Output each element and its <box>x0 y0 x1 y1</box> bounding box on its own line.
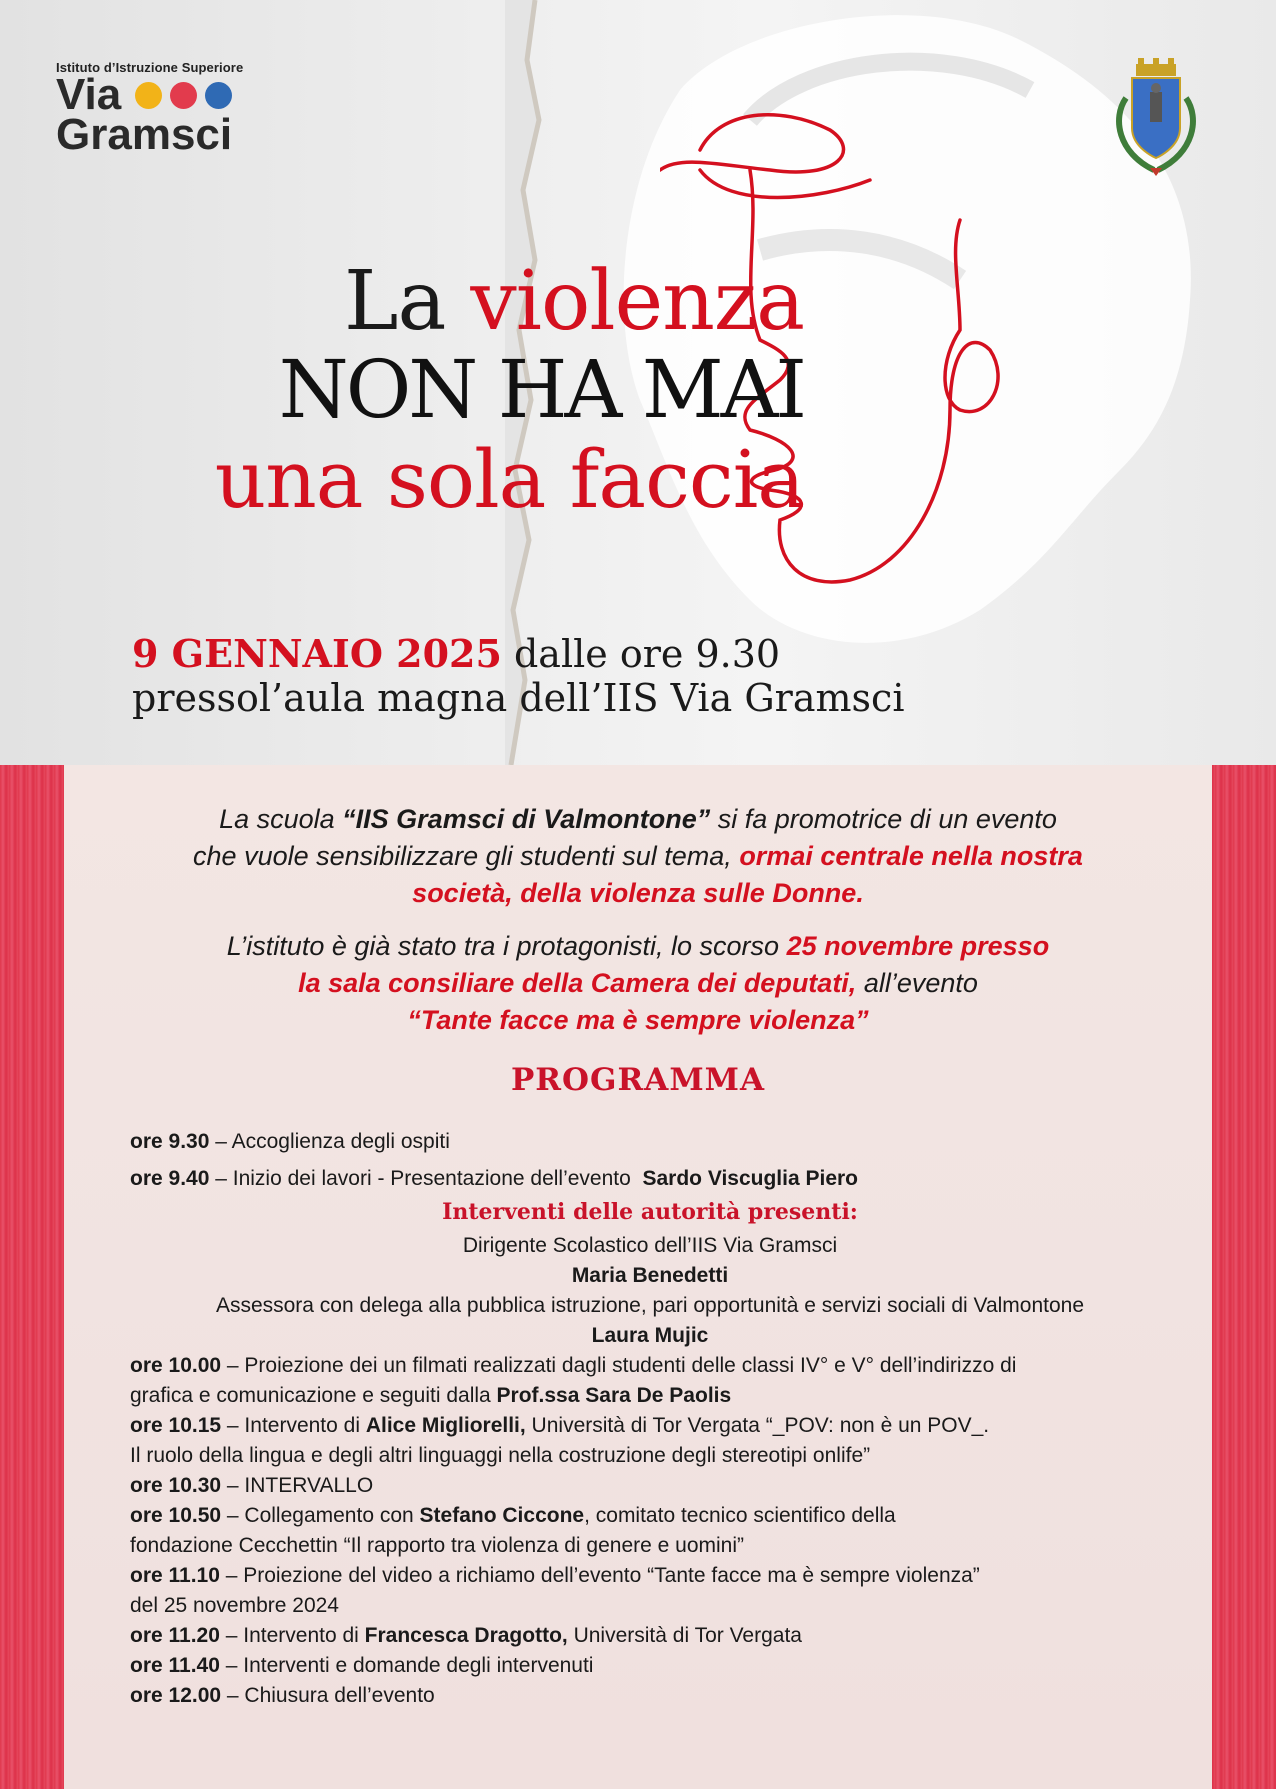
logo-gramsci: Gramsci <box>56 110 233 159</box>
logo-dot-blue <box>205 82 232 109</box>
program-desc: Il ruolo della lingua e degli altri linguaggi nella costruzione degli stereotipi onlife” <box>130 1444 871 1467</box>
intro-highlight: ormai centrale nella nostra <box>739 841 1083 871</box>
authority-name: Laura Mujic <box>591 1324 709 1347</box>
title-line-3: una sola faccia <box>214 433 804 526</box>
intro-paragraph-1 <box>64 801 1212 912</box>
program-desc: grafica e comunicazione e seguiti dalla <box>130 1384 497 1407</box>
intro-highlight: la sala consiliare della Camera dei deputati, <box>298 968 857 998</box>
program-desc: – Intervento di <box>221 1414 366 1437</box>
logo-dot-yellow <box>135 82 162 109</box>
intro-paragraph-2 <box>64 928 1212 1039</box>
program-item <box>130 1471 1170 1501</box>
program-desc: – Inizio dei lavori - Presentazione dell’evento <box>209 1167 643 1190</box>
program-desc: – Chiusura dell’evento <box>221 1684 435 1707</box>
program-time: ore 11.40 <box>130 1654 220 1677</box>
title-line-2: NON HA MAI <box>278 343 804 436</box>
speaker-name: Stefano Ciccone <box>419 1504 585 1527</box>
speaker-name: Sardo Viscuglia Piero <box>642 1167 858 1190</box>
authority-role: Assessora con delega alla pubblica istruzione, pari opportunità e servizi sociali di Valmontone <box>215 1294 1085 1317</box>
program-time: ore 9.40 <box>130 1167 210 1190</box>
program-time: ore 10.30 <box>130 1474 222 1497</box>
program-item <box>130 1164 1170 1194</box>
program-panel <box>64 765 1212 1789</box>
program-item <box>130 1561 1170 1621</box>
program-time: ore 10.00 <box>130 1354 222 1377</box>
program-item <box>130 1651 1170 1681</box>
intro-text-run: La scuola <box>219 804 343 834</box>
program-item <box>130 1621 1170 1651</box>
intro-text-run: L’istituto è già stato tra i protagonisti, lo scorso <box>226 931 787 961</box>
program-desc: Università di Tor Vergata <box>567 1624 802 1647</box>
event-time: dalle ore 9.30 <box>501 632 781 676</box>
program-time: ore 9.30 <box>130 1130 210 1153</box>
program-desc: – Collegamento con <box>221 1504 420 1527</box>
authorities-heading: Interventi delle autorità presenti: <box>442 1199 858 1225</box>
intro-text-run: si fa promotrice di un evento <box>710 804 1057 834</box>
program-list <box>130 1127 1170 1711</box>
logo-subtitle: Istituto d’Istruzione Superiore <box>56 60 244 75</box>
event-date: 9 GENNAIO 2025 <box>132 631 502 676</box>
program-item <box>130 1351 1170 1411</box>
title-violenza: violenza <box>470 254 804 349</box>
program-time: ore 11.20 <box>130 1624 220 1647</box>
program-item <box>130 1127 1170 1157</box>
program-desc: – Proiezione dei un filmati realizzati dagli studenti delle classi IV° e V° dell’indirizzo di <box>221 1354 1017 1377</box>
program-desc: – INTERVALLO <box>221 1474 374 1497</box>
intro-text <box>64 801 1212 1055</box>
program-section <box>0 765 1276 1789</box>
municipal-coat-of-arms-icon <box>1108 58 1204 178</box>
program-item <box>130 1501 1170 1561</box>
program-desc: – Interventi e domande degli intervenuti <box>219 1654 594 1677</box>
event-title <box>214 254 804 526</box>
authority-role: Dirigente Scolastico dell’IIS Via Gramsci <box>462 1234 838 1257</box>
header-section <box>0 0 1276 765</box>
program-time: ore 10.50 <box>130 1504 222 1527</box>
speaker-name: Prof.ssa Sara De Paolis <box>496 1384 732 1407</box>
program-item <box>130 1681 1170 1711</box>
intro-text-run: che vuole sensibilizzare gli studenti sul tema, <box>193 841 740 871</box>
program-desc: – Proiezione del video a richiamo dell’evento “Tante facce ma è sempre violenza” <box>219 1564 980 1587</box>
speaker-name: Alice Migliorelli, <box>365 1414 526 1437</box>
event-date-place <box>132 632 904 720</box>
school-name: “IIS Gramsci di Valmontone” <box>342 804 711 834</box>
authority-name: Maria Benedetti <box>571 1264 729 1287</box>
previous-event-title: “Tante facce ma è sempre violenza” <box>407 1005 869 1035</box>
program-time: ore 11.10 <box>130 1564 220 1587</box>
school-logo <box>56 60 244 159</box>
event-place: pressol’aula magna dell’IIS Via Gramsci <box>132 676 905 720</box>
speaker-name: Francesca Dragotto, <box>364 1624 568 1647</box>
intro-highlight: società, della violenza sulle Donne. <box>412 878 864 908</box>
program-desc: – Accoglienza degli ospiti <box>209 1130 450 1153</box>
program-item <box>130 1411 1170 1471</box>
logo-dot-red <box>170 82 197 109</box>
program-desc: Università di Tor Vergata “_POV: non è un POV_. <box>525 1414 990 1437</box>
program-desc: fondazione Cecchettin “Il rapporto tra violenza di genere e uomini” <box>130 1534 745 1557</box>
title-line-1 <box>215 254 804 349</box>
program-title: PROGRAMMA <box>510 1062 766 1098</box>
program-time: ore 12.00 <box>130 1684 222 1707</box>
program-desc: , comitato tecnico scientifico della <box>584 1504 896 1527</box>
program-desc: del 25 novembre 2024 <box>130 1594 339 1617</box>
program-time: ore 10.15 <box>130 1414 222 1437</box>
title-la: La <box>344 254 471 349</box>
intro-text-run: all’evento <box>856 968 978 998</box>
program-desc: – Intervento di <box>219 1624 365 1647</box>
logo-via: Via <box>56 70 122 119</box>
intro-highlight: 25 novembre presso <box>786 931 1050 961</box>
